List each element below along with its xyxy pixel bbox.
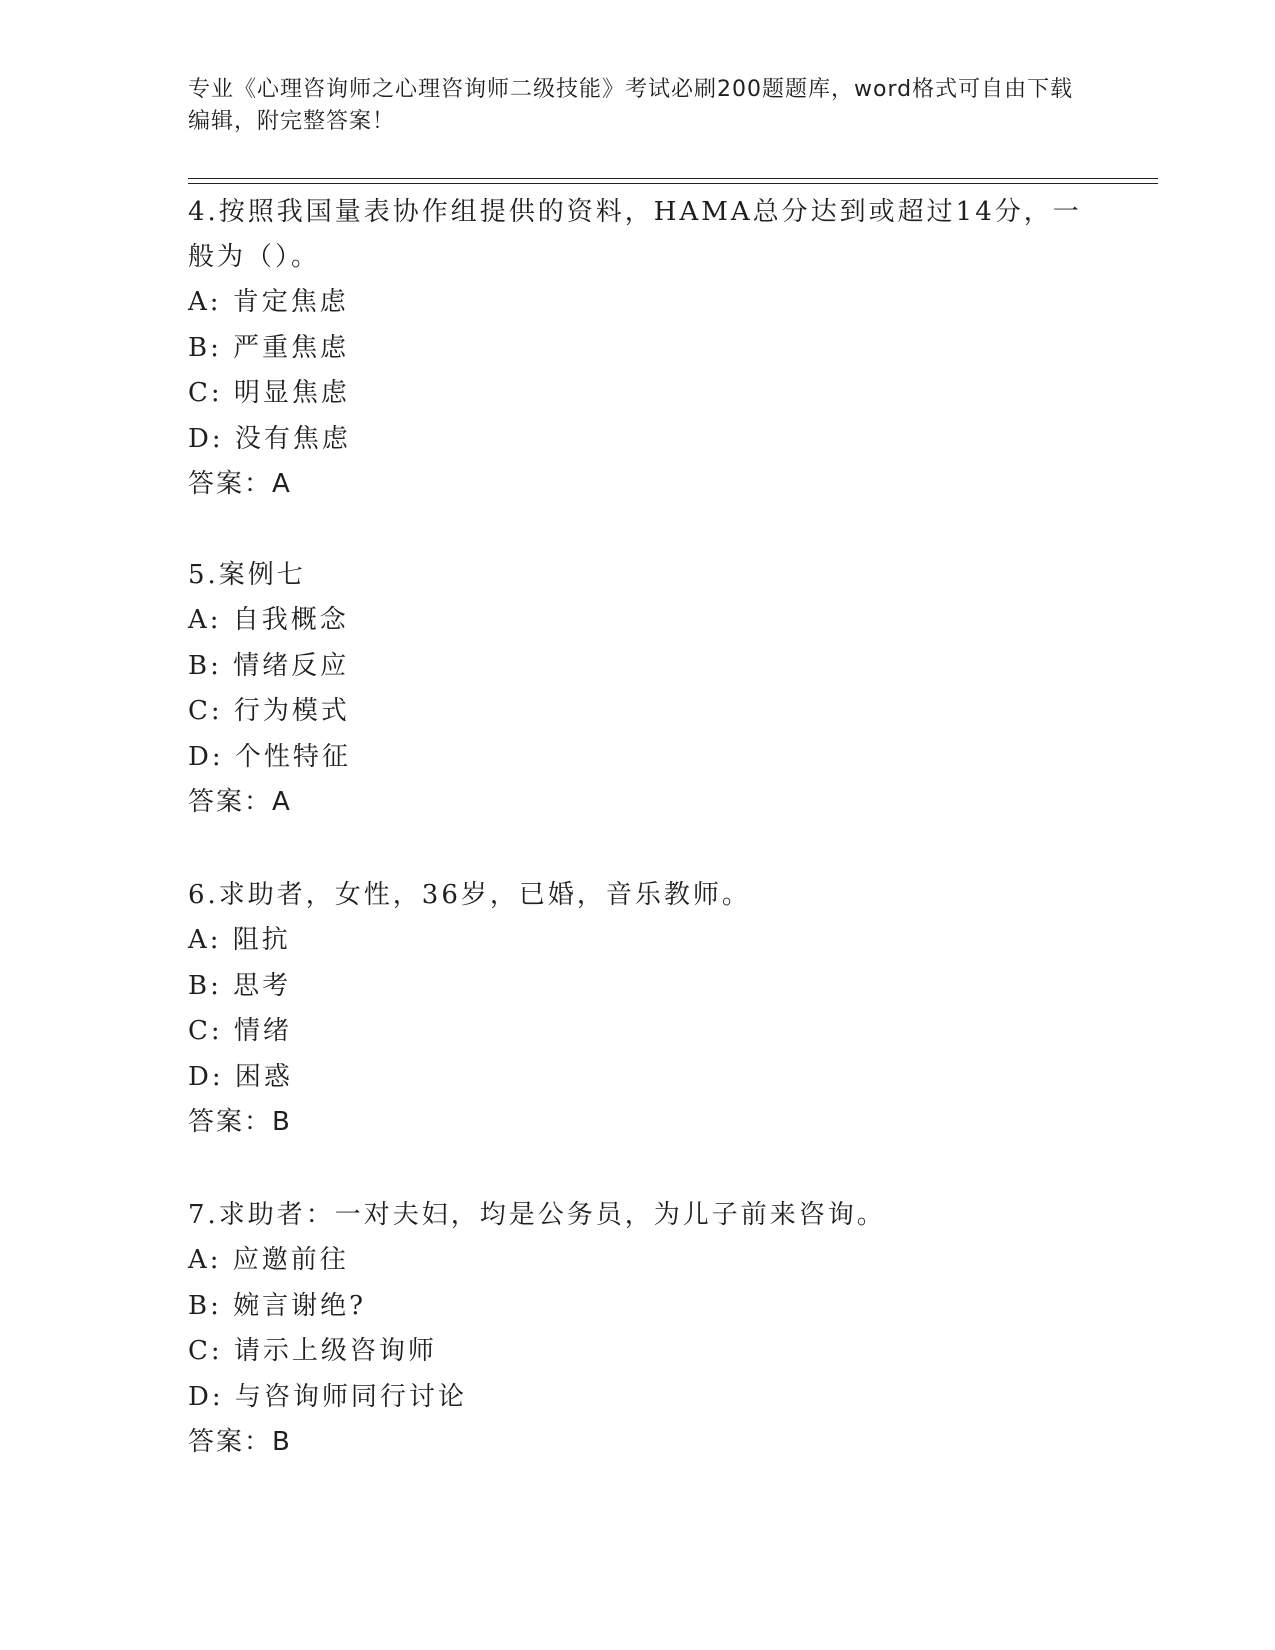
question-7 [188, 1193, 1088, 1465]
option-a: A: 肯定焦虑 [188, 287, 349, 317]
question-4 [188, 190, 1088, 507]
answer-line: 答案：B [188, 1107, 292, 1137]
option-c: C: 行为模式 [188, 696, 350, 726]
option-d: D: 没有焦虑 [188, 423, 351, 454]
header-divider-bottom [188, 183, 1158, 184]
option-b: B: 思考 [188, 970, 292, 1001]
option-d: D: 个性特征 [188, 741, 351, 772]
answer-line: 答案：B [188, 1427, 292, 1457]
option-d: D: 与咨询师同行讨论 [188, 1381, 467, 1412]
document-header [188, 74, 1088, 138]
header-divider-top [188, 178, 1158, 179]
option-b: B: 情绪反应 [188, 650, 350, 681]
question-5 [188, 553, 1088, 825]
question-6 [188, 873, 1088, 1145]
option-c: C: 情绪 [188, 1016, 292, 1046]
answer-line: 答案：A [188, 787, 292, 817]
question-stem: 4.按照我国量表协作组提供的资料，HAMA总分达到或超过14分，一般为（）。 [188, 197, 1082, 272]
question-stem: 6.求助者，女性，36岁，已婚，音乐教师。 [188, 880, 751, 910]
question-stem: 5.案例七 [188, 560, 306, 590]
option-b: B: 婉言谢绝? [188, 1290, 367, 1321]
option-c: C: 明显焦虑 [188, 378, 350, 408]
option-b: B: 严重焦虑 [188, 332, 350, 363]
question-stem: 7.求助者：一对夫妇，均是公务员，为儿子前来咨询。 [188, 1200, 886, 1230]
option-a: A: 应邀前往 [188, 1245, 349, 1275]
option-a: A: 自我概念 [188, 605, 349, 635]
option-a: A: 阻抗 [188, 925, 291, 955]
answer-line: 答案：A [188, 469, 292, 499]
option-c: C: 请示上级咨询师 [188, 1336, 437, 1366]
header-intro-text: 专业《心理咨询师之心理咨询师二级技能》考试必刷200题题库，word格式可自由下载编辑，附完整答案！ [188, 77, 1074, 134]
option-d: D: 困惑 [188, 1061, 293, 1092]
